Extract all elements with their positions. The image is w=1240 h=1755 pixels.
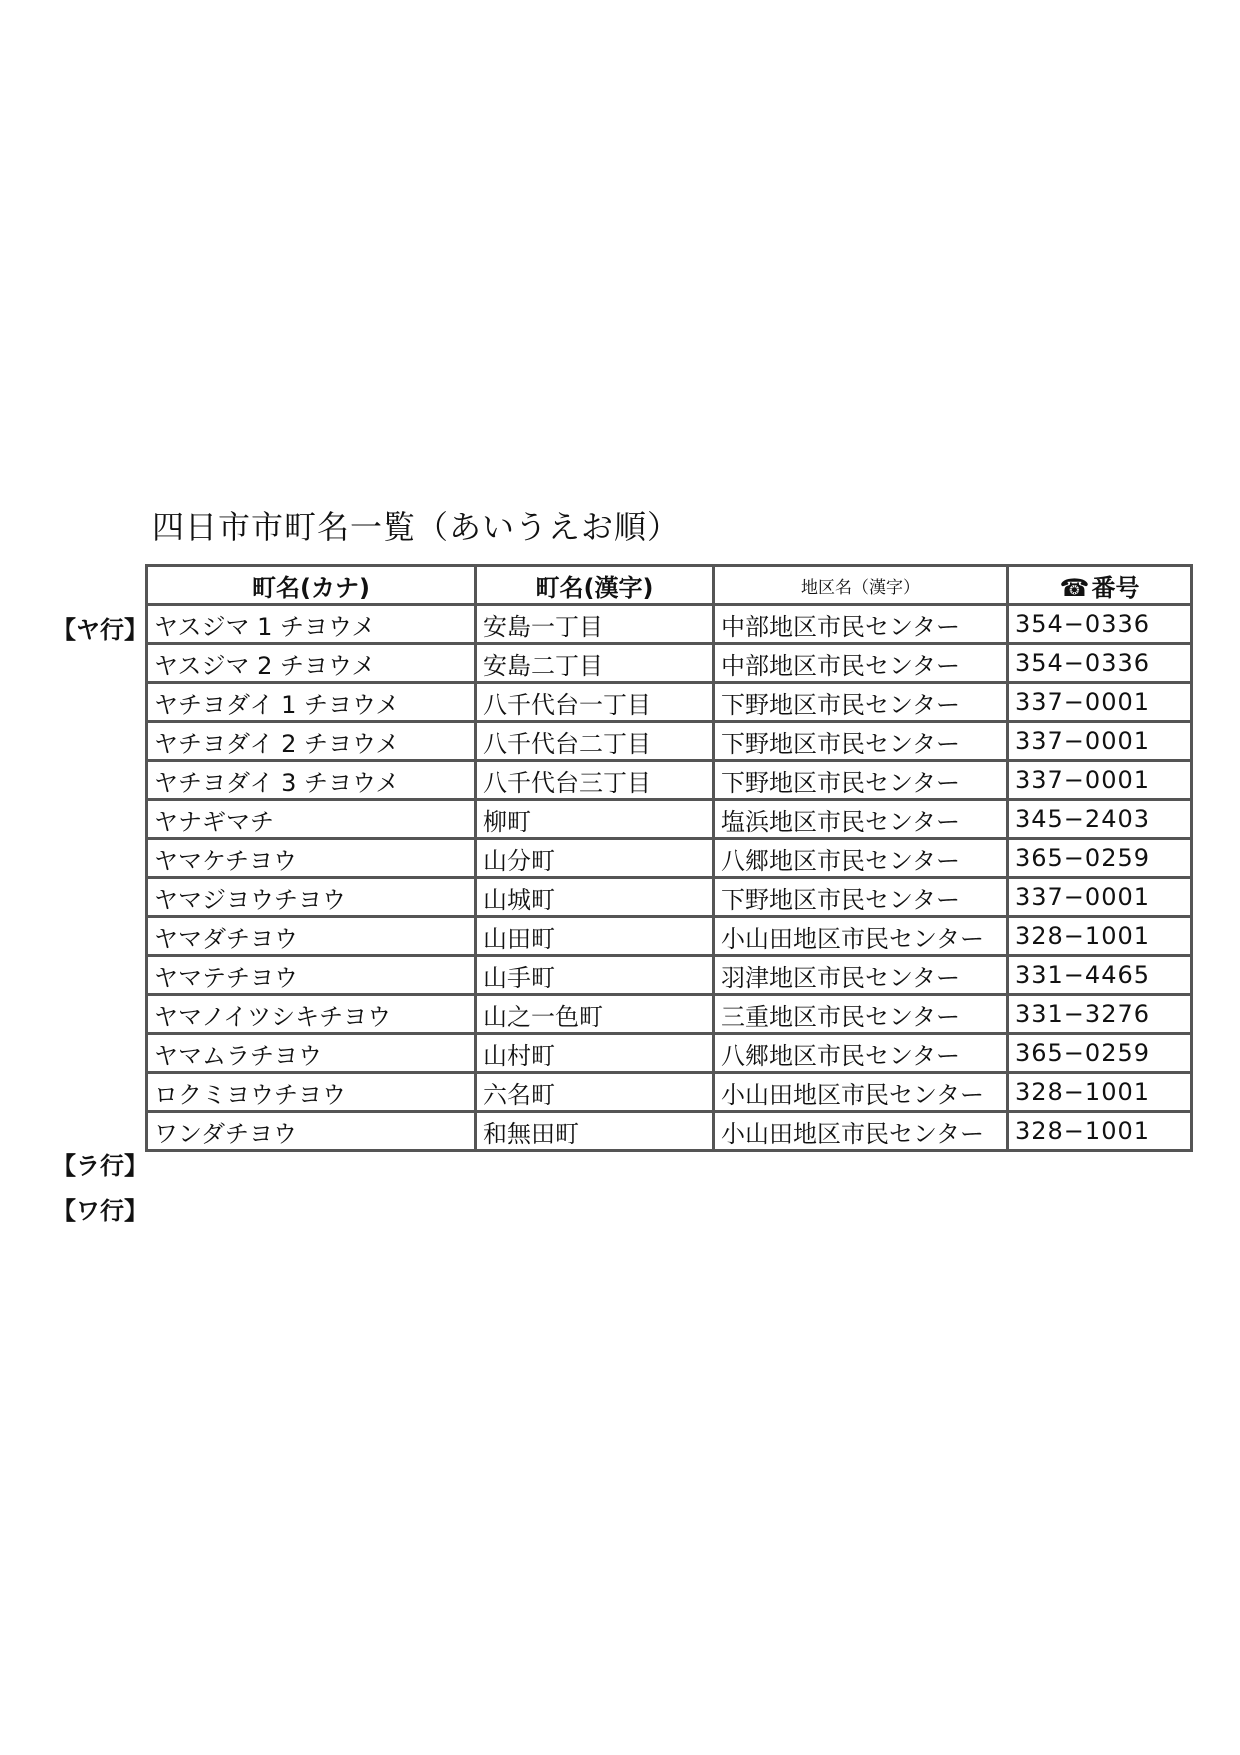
cell-kanji: 安島二丁目 [476, 644, 714, 683]
cell-kana: ヤナギマチ [147, 800, 476, 839]
cell-district: 下野地区市民センター [714, 722, 1008, 761]
table-row [147, 917, 1192, 956]
cell-phone: 365−0259 [1008, 1034, 1192, 1073]
cell-district: 小山田地区市民センター [714, 917, 1008, 956]
header-kana: 町名(カナ) [147, 566, 476, 605]
cell-district: 八郷地区市民センター [714, 1034, 1008, 1073]
header-phone-label: 番号 [1091, 573, 1140, 602]
cell-kanji: 山手町 [476, 956, 714, 995]
cell-kana: ヤマジヨウチヨウ [147, 878, 476, 917]
group-label-wa: 【ワ行】 [52, 1197, 148, 1225]
table-row [147, 995, 1192, 1034]
cell-district: 八郷地区市民センター [714, 839, 1008, 878]
table-row [147, 956, 1192, 995]
table-row [147, 800, 1192, 839]
cell-phone: 345−2403 [1008, 800, 1192, 839]
cell-kana: ヤマテチヨウ [147, 956, 476, 995]
cell-kanji: 安島一丁目 [476, 605, 714, 644]
cell-kanji: 和無田町 [476, 1112, 714, 1151]
cell-kanji: 山村町 [476, 1034, 714, 1073]
cell-district: 下野地区市民センター [714, 878, 1008, 917]
cell-kanji: 八千代台二丁目 [476, 722, 714, 761]
cell-kana: ヤスジマ 1 チヨウメ [147, 605, 476, 644]
header-kanji: 町名(漢字) [476, 566, 714, 605]
cell-kanji: 山分町 [476, 839, 714, 878]
cell-kana: ロクミヨウチヨウ [147, 1073, 476, 1112]
cell-district: 羽津地区市民センター [714, 956, 1008, 995]
header-phone [1008, 566, 1192, 605]
cell-kanji: 柳町 [476, 800, 714, 839]
table-body [147, 605, 1192, 1151]
cell-phone: 354−0336 [1008, 644, 1192, 683]
table-row [147, 1034, 1192, 1073]
table-row [147, 722, 1192, 761]
cell-kanji: 八千代台三丁目 [476, 761, 714, 800]
cell-phone: 337−0001 [1008, 878, 1192, 917]
cell-district: 中部地区市民センター [714, 644, 1008, 683]
cell-kana: ヤスジマ 2 チヨウメ [147, 644, 476, 683]
table-header-row [147, 566, 1192, 605]
group-label-ra: 【ラ行】 [52, 1152, 148, 1180]
town-table [145, 564, 1193, 1152]
cell-kanji: 山城町 [476, 878, 714, 917]
cell-kanji: 八千代台一丁目 [476, 683, 714, 722]
cell-kana: ヤマノイツシキチヨウ [147, 995, 476, 1034]
cell-phone: 365−0259 [1008, 839, 1192, 878]
cell-phone: 337−0001 [1008, 722, 1192, 761]
table-row [147, 644, 1192, 683]
cell-kanji: 山田町 [476, 917, 714, 956]
cell-phone: 328−1001 [1008, 1112, 1192, 1151]
cell-kanji: 六名町 [476, 1073, 714, 1112]
cell-kana: ヤマケチヨウ [147, 839, 476, 878]
cell-kana: ワンダチヨウ [147, 1112, 476, 1151]
cell-phone: 337−0001 [1008, 683, 1192, 722]
header-district: 地区名（漢字） [714, 566, 1008, 605]
cell-kana: ヤマダチヨウ [147, 917, 476, 956]
table-row [147, 1112, 1192, 1151]
phone-icon: ☎ [1059, 573, 1090, 602]
cell-kana: ヤチヨダイ 1 チヨウメ [147, 683, 476, 722]
table-row [147, 1073, 1192, 1112]
cell-kana: ヤチヨダイ 3 チヨウメ [147, 761, 476, 800]
cell-kana: ヤチヨダイ 2 チヨウメ [147, 722, 476, 761]
cell-district: 中部地区市民センター [714, 605, 1008, 644]
cell-phone: 331−3276 [1008, 995, 1192, 1034]
group-label-ya: 【ヤ行】 [52, 616, 148, 644]
cell-kanji: 山之一色町 [476, 995, 714, 1034]
cell-phone: 354−0336 [1008, 605, 1192, 644]
cell-phone: 331−4465 [1008, 956, 1192, 995]
cell-phone: 328−1001 [1008, 1073, 1192, 1112]
table-row [147, 605, 1192, 644]
cell-district: 下野地区市民センター [714, 683, 1008, 722]
table-row [147, 761, 1192, 800]
cell-kana: ヤマムラチヨウ [147, 1034, 476, 1073]
cell-district: 塩浜地区市民センター [714, 800, 1008, 839]
table-row [147, 683, 1192, 722]
page-title: 四日市市町名一覧（あいうえお順） [152, 508, 681, 546]
table-row [147, 878, 1192, 917]
cell-district: 三重地区市民センター [714, 995, 1008, 1034]
table-row [147, 839, 1192, 878]
cell-district: 下野地区市民センター [714, 761, 1008, 800]
cell-district: 小山田地区市民センター [714, 1073, 1008, 1112]
cell-phone: 337−0001 [1008, 761, 1192, 800]
cell-district: 小山田地区市民センター [714, 1112, 1008, 1151]
cell-phone: 328−1001 [1008, 917, 1192, 956]
